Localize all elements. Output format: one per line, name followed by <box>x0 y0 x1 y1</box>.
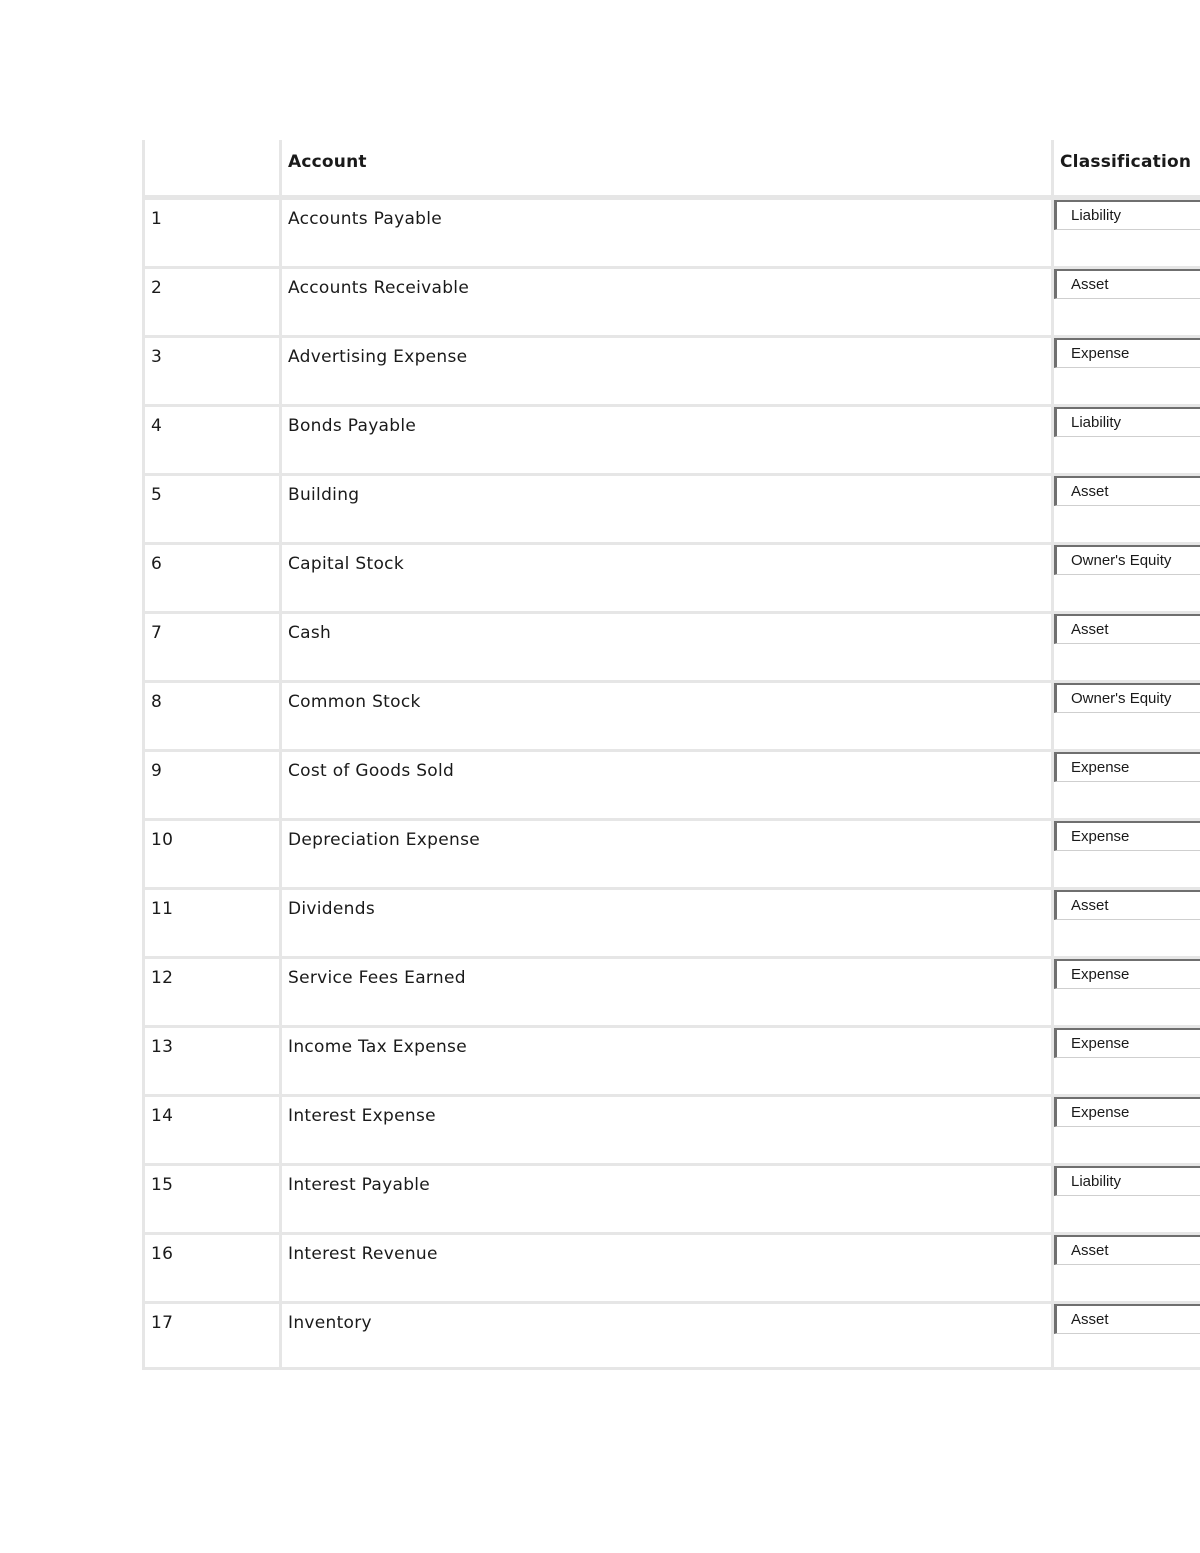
classification-select[interactable]: Expense <box>1054 752 1200 782</box>
table-row <box>142 1163 1200 1232</box>
row-number-cell <box>142 749 279 818</box>
account-name-cell <box>279 1094 1051 1163</box>
account-name-cell <box>279 1301 1051 1370</box>
table-row <box>142 542 1200 611</box>
classification-column-header: Classification <box>1051 140 1200 197</box>
classification-cell <box>1051 1232 1200 1301</box>
classification-select[interactable]: Liability <box>1054 200 1200 230</box>
row-number: 1 <box>151 209 163 229</box>
account-name-cell <box>279 542 1051 611</box>
row-number: 8 <box>151 692 163 712</box>
row-number-cell <box>142 1025 279 1094</box>
account-name: Cash <box>288 623 332 643</box>
row-number-cell <box>142 197 279 266</box>
classification-select[interactable]: Expense <box>1054 1028 1200 1058</box>
account-name: Depreciation Expense <box>288 830 481 850</box>
table-row <box>142 473 1200 542</box>
classification-select[interactable]: Liability <box>1054 407 1200 437</box>
row-number: 4 <box>151 416 163 436</box>
account-name-cell <box>279 335 1051 404</box>
row-number: 17 <box>151 1313 174 1333</box>
row-number: 10 <box>151 830 174 850</box>
account-name: Cost of Goods Sold <box>288 761 455 781</box>
account-classification-table <box>142 140 1200 1370</box>
classification-select[interactable]: Asset <box>1054 269 1200 299</box>
classification-select[interactable]: Asset <box>1054 1304 1200 1334</box>
row-number: 16 <box>151 1244 174 1264</box>
account-name-cell <box>279 1163 1051 1232</box>
table-row <box>142 266 1200 335</box>
account-name-cell <box>279 818 1051 887</box>
row-number-cell <box>142 1163 279 1232</box>
table-row <box>142 404 1200 473</box>
classification-select[interactable]: Expense <box>1054 1097 1200 1127</box>
number-column-header <box>142 140 279 197</box>
table-row <box>142 611 1200 680</box>
classification-cell <box>1051 335 1200 404</box>
table-row <box>142 818 1200 887</box>
account-name-cell <box>279 197 1051 266</box>
account-name: Bonds Payable <box>288 416 417 436</box>
row-number-cell <box>142 473 279 542</box>
classification-cell <box>1051 887 1200 956</box>
row-number-cell <box>142 887 279 956</box>
account-name: Interest Revenue <box>288 1244 438 1264</box>
account-name: Income Tax Expense <box>288 1037 467 1057</box>
table-header-row <box>142 140 1200 197</box>
account-name: Interest Payable <box>288 1175 431 1195</box>
account-name-cell <box>279 266 1051 335</box>
account-name-cell <box>279 404 1051 473</box>
row-number: 12 <box>151 968 174 988</box>
classification-cell <box>1051 542 1200 611</box>
row-number-cell <box>142 818 279 887</box>
account-name: Capital Stock <box>288 554 404 574</box>
account-name-cell <box>279 680 1051 749</box>
table-row <box>142 1025 1200 1094</box>
classification-select[interactable]: Asset <box>1054 890 1200 920</box>
classification-cell <box>1051 749 1200 818</box>
account-name-cell <box>279 749 1051 818</box>
table-row <box>142 680 1200 749</box>
row-number: 6 <box>151 554 163 574</box>
row-number-cell <box>142 680 279 749</box>
classification-select[interactable]: Expense <box>1054 959 1200 989</box>
classification-cell <box>1051 818 1200 887</box>
classification-cell <box>1051 404 1200 473</box>
table-row <box>142 1094 1200 1163</box>
row-number: 15 <box>151 1175 174 1195</box>
account-name: Inventory <box>288 1313 372 1333</box>
account-name: Service Fees Earned <box>288 968 466 988</box>
table-row <box>142 1301 1200 1370</box>
account-name-cell <box>279 1232 1051 1301</box>
row-number-cell <box>142 542 279 611</box>
classification-cell <box>1051 611 1200 680</box>
account-name: Common Stock <box>288 692 421 712</box>
classification-select[interactable]: Owner's Equity <box>1054 545 1200 575</box>
account-name-cell <box>279 611 1051 680</box>
classification-select[interactable]: Asset <box>1054 614 1200 644</box>
classification-cell <box>1051 1301 1200 1370</box>
row-number: 5 <box>151 485 163 505</box>
classification-cell <box>1051 680 1200 749</box>
account-name: Interest Expense <box>288 1106 436 1126</box>
account-classification-sheet <box>142 140 1200 1370</box>
classification-cell <box>1051 473 1200 542</box>
table-row <box>142 1232 1200 1301</box>
table-row <box>142 197 1200 266</box>
classification-cell <box>1051 266 1200 335</box>
row-number: 11 <box>151 899 174 919</box>
row-number: 9 <box>151 761 163 781</box>
table-row <box>142 335 1200 404</box>
classification-cell <box>1051 956 1200 1025</box>
row-number-cell <box>142 1232 279 1301</box>
classification-select[interactable]: Expense <box>1054 338 1200 368</box>
row-number-cell <box>142 1301 279 1370</box>
row-number: 13 <box>151 1037 174 1057</box>
table-row <box>142 749 1200 818</box>
classification-select[interactable]: Liability <box>1054 1166 1200 1196</box>
account-name: Accounts Payable <box>288 209 443 229</box>
table-row <box>142 887 1200 956</box>
row-number-cell <box>142 956 279 1025</box>
classification-select[interactable]: Asset <box>1054 1235 1200 1265</box>
row-number: 2 <box>151 278 163 298</box>
account-name-cell <box>279 1025 1051 1094</box>
classification-cell <box>1051 1025 1200 1094</box>
account-name-cell <box>279 473 1051 542</box>
account-name: Advertising Expense <box>288 347 468 367</box>
account-name-cell <box>279 887 1051 956</box>
row-number-cell <box>142 1094 279 1163</box>
account-name: Accounts Receivable <box>288 278 470 298</box>
classification-select[interactable]: Asset <box>1054 476 1200 506</box>
row-number: 14 <box>151 1106 174 1126</box>
row-number-cell <box>142 404 279 473</box>
row-number: 3 <box>151 347 163 367</box>
classification-cell <box>1051 197 1200 266</box>
classification-cell <box>1051 1094 1200 1163</box>
account-name: Dividends <box>288 899 375 919</box>
table-row <box>142 956 1200 1025</box>
account-name-cell <box>279 956 1051 1025</box>
classification-select[interactable]: Owner's Equity <box>1054 683 1200 713</box>
classification-select[interactable]: Expense <box>1054 821 1200 851</box>
classification-cell <box>1051 1163 1200 1232</box>
account-column-header: Account <box>279 140 1051 197</box>
row-number-cell <box>142 611 279 680</box>
row-number: 7 <box>151 623 163 643</box>
row-number-cell <box>142 266 279 335</box>
account-name: Building <box>288 485 360 505</box>
row-number-cell <box>142 335 279 404</box>
